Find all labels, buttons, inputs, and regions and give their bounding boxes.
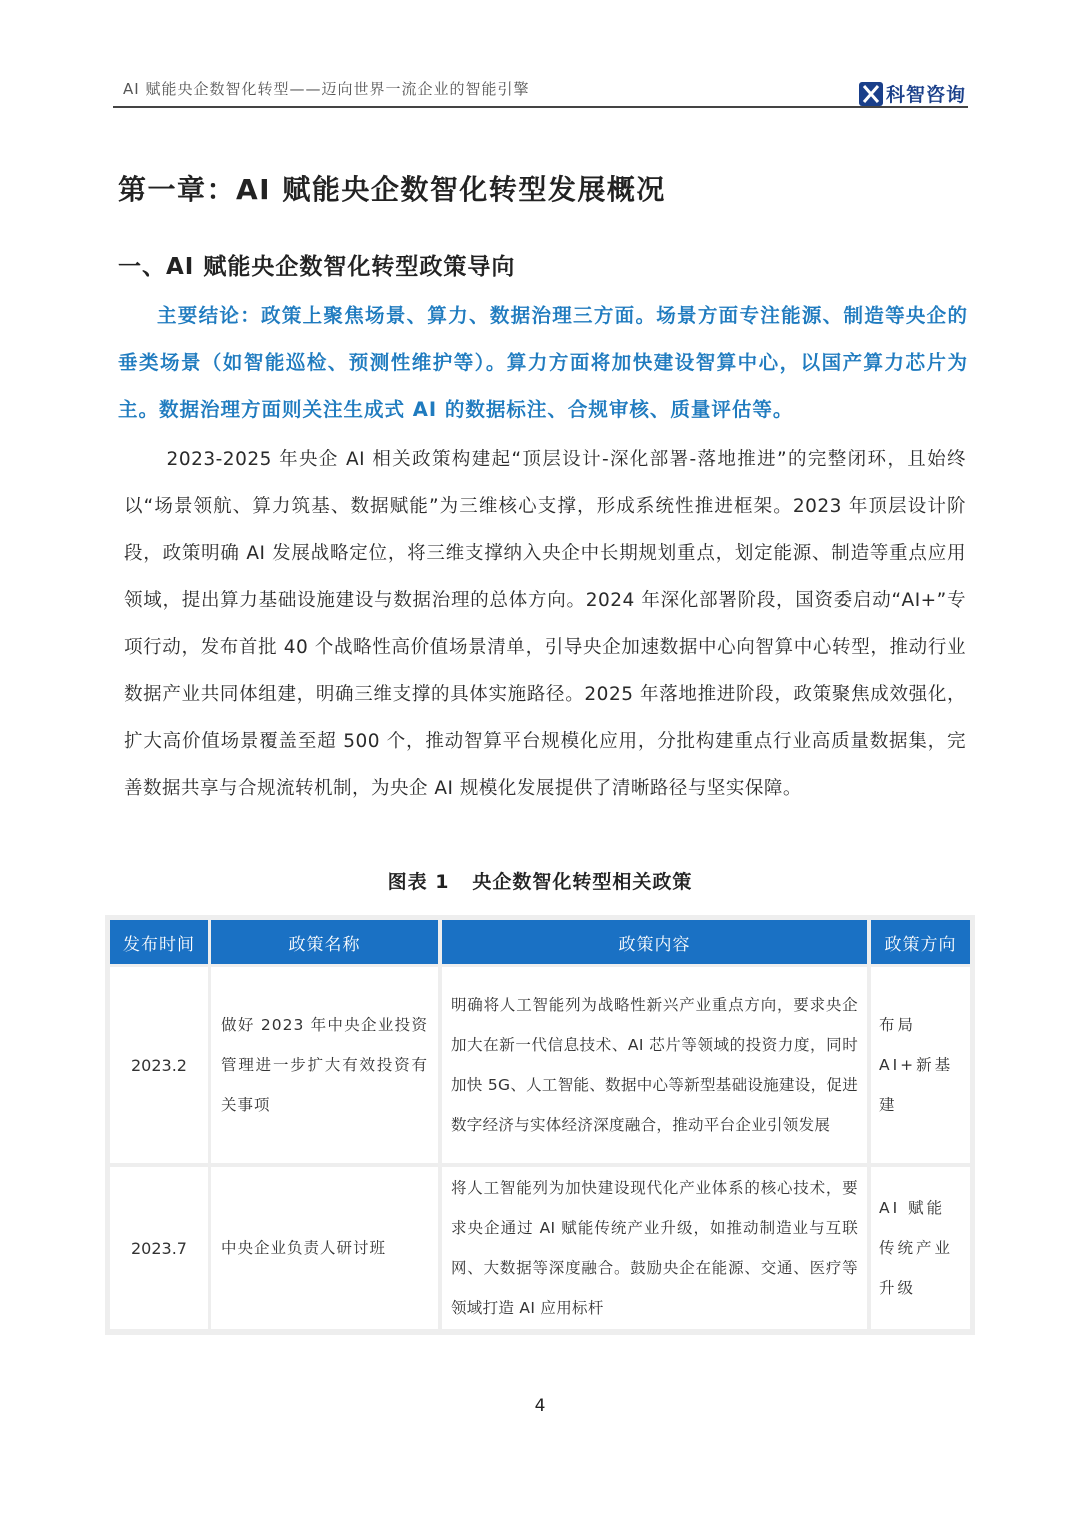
- table-header-cell: 政策方向: [871, 920, 970, 964]
- company-logo-text: 科智咨询: [885, 84, 966, 106]
- table-caption: 图表 1 央企数智化转型相关政策: [387, 871, 693, 893]
- company-logo-icon: [859, 82, 883, 106]
- body-paragraph: 2023-2025 年央企 AI 相关政策构建起“顶层设计-深化部署-落地推进”的完整闭环，且始终以“场景领航、算力筑基、数据赋能”为三维核心支撑，形成系统性推进框架。2023 年顶层设计阶段，政策明确 AI 发展战略定位，将三维支撑纳入央企中长期规划重点，划定能源、制造等重点应用领域，提出算力基础设施建设与数据治理的总体方向。2024 年深化部署阶段，国资委启动“AI+”专项行动，发布首批 40 个战略性高价值场景清单，引导央企加速数据中心向智算中心转型，推动行业数据产业共同体组建，明确三维支撑的具体实施路径。2025 年落地推进阶段，政策聚焦成效强化，扩大高价值场景覆盖至超 500 个，推动智算平台规模化应用，分批构建重点行业高质量数据集，完善数据共享与合规流转机制，为央企 AI 规模化发展提供了清晰路径与坚实保障。: [124, 449, 966, 799]
- policy-table: [105, 915, 975, 1335]
- row1-policy-name: 做好 2023 年中央企业投资管理进一步扩大有效投资有关事项: [211, 967, 438, 1163]
- table-header-cell: 政策名称: [211, 920, 438, 964]
- chapter-title: 第一章：AI 赋能央企数智化转型发展概况: [118, 173, 666, 206]
- row2-policy-name: 中央企业负责人研讨班: [211, 1167, 438, 1329]
- header-title: AI 赋能央企数智化转型——迈向世界一流企业的智能引擎: [123, 80, 530, 98]
- row2-policy-direction: AI 赋能传统产业升级: [871, 1167, 970, 1329]
- row1-policy-content: 明确将人工智能列为战略性新兴产业重点方向，要求央企加大在新一代信息技术、AI 芯片等领域的投资力度，同时加快 5G、人工智能、数据中心等新型基础设施建设，促进数字经济与实体经济深度融合，推动平台企业引领发展: [442, 967, 867, 1163]
- page-number: 4: [534, 1396, 546, 1416]
- page-header: [113, 70, 968, 108]
- company-logo: [859, 80, 966, 107]
- row1-date: 2023.2: [110, 967, 208, 1163]
- row2-policy-content: 将人工智能列为加快建设现代化产业体系的核心技术，要求央企通过 AI 赋能传统产业升级，如推动制造业与互联网、大数据等深度融合。鼓励央企在能源、交通、医疗等领域打造 AI 应用标杆: [442, 1167, 867, 1329]
- main-conclusion: 主要结论：政策上聚焦场景、算力、数据治理三方面。场景方面专注能源、制造等央企的垂类场景（如智能巡检、预测性维护等）。算力方面将加快建设智算中心，以国产算力芯片为主。数据治理方面则关注生成式 AI 的数据标注、合规审核、质量评估等。: [118, 304, 968, 421]
- row1-policy-direction: 布局 AI+新基建: [871, 967, 970, 1163]
- table-header-cell: 政策内容: [442, 920, 867, 964]
- table-header-cell: 发布时间: [110, 920, 208, 964]
- row2-date: 2023.7: [110, 1167, 208, 1329]
- header-divider: [113, 106, 968, 108]
- section-title: 一、AI 赋能央企数智化转型政策导向: [118, 254, 516, 280]
